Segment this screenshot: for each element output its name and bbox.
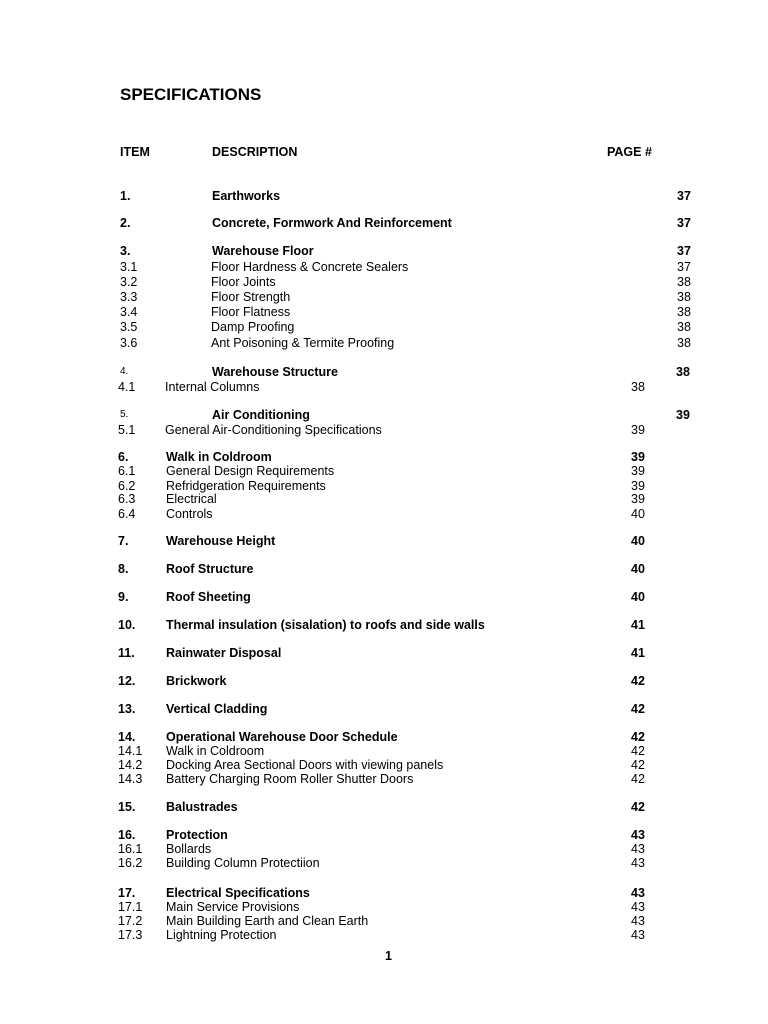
item-description: Electrical Specifications (166, 886, 310, 900)
item-description: Floor Joints (211, 275, 276, 289)
item-number: 4. (120, 366, 129, 377)
item-description: Floor Hardness & Concrete Sealers (211, 260, 409, 274)
item-number: 10. (118, 618, 136, 632)
item-page: 43 (631, 856, 645, 870)
item-number: 5. (120, 409, 129, 420)
item-description: Floor Flatness (211, 305, 291, 319)
item-description: Vertical Cladding (166, 702, 268, 716)
item-number: 6.4 (118, 507, 136, 521)
item-number: 15. (118, 800, 136, 814)
item-page: 38 (631, 380, 645, 394)
item-description: Lightning Protection (166, 928, 277, 942)
item-description: Roof Sheeting (166, 590, 251, 604)
item-page: 43 (631, 928, 645, 942)
item-description: Controls (166, 507, 213, 521)
item-description: Building Column Protectiion (166, 856, 320, 870)
item-number: 2. (120, 216, 131, 230)
item-number: 13. (118, 702, 136, 716)
item-page: 40 (631, 590, 645, 604)
item-number: 4.1 (118, 380, 136, 394)
item-page: 43 (631, 828, 645, 842)
item-number: 17.2 (118, 914, 143, 928)
item-page: 38 (677, 336, 691, 350)
item-number: 6.1 (118, 464, 136, 478)
item-page: 42 (631, 730, 645, 744)
item-number: 16.1 (118, 842, 143, 856)
item-page: 42 (631, 800, 645, 814)
item-description: Protection (166, 828, 228, 842)
item-description: General Design Requirements (166, 464, 335, 478)
item-number: 3.2 (120, 275, 138, 289)
item-page: 39 (676, 408, 690, 422)
item-number: 16.2 (118, 856, 143, 870)
item-number: 14. (118, 730, 136, 744)
item-number: 16. (118, 828, 136, 842)
item-page: 43 (631, 842, 645, 856)
item-description: Refridgeration Requirements (166, 479, 326, 493)
item-number: 6.2 (118, 479, 136, 493)
item-description: Operational Warehouse Door Schedule (166, 730, 398, 744)
item-description: Rainwater Disposal (166, 646, 282, 660)
item-number: 5.1 (118, 423, 136, 437)
item-page: 38 (677, 320, 691, 334)
item-description: Electrical (166, 492, 217, 506)
item-description: Thermal insulation (sisalation) to roofs and side walls (166, 618, 485, 632)
item-page: 37 (677, 189, 691, 203)
item-number: 3.1 (120, 260, 138, 274)
item-description: Damp Proofing (211, 320, 295, 334)
item-description: Warehouse Height (166, 534, 276, 548)
item-number: 11. (118, 646, 135, 660)
item-description: Brickwork (166, 674, 227, 688)
item-number: 6.3 (118, 492, 136, 506)
item-page: 39 (631, 479, 645, 493)
item-description: Main Service Provisions (166, 900, 300, 914)
item-number: 3.5 (120, 320, 138, 334)
item-page: 39 (631, 450, 645, 464)
item-description: Warehouse Structure (212, 365, 338, 379)
item-number: 6. (118, 450, 129, 464)
item-page: 38 (677, 305, 691, 319)
page-number: 1 (385, 949, 392, 963)
item-page: 43 (631, 900, 645, 914)
page-title: SPECIFICATIONS (120, 85, 262, 104)
item-description: Ant Poisoning & Termite Proofing (211, 336, 395, 350)
item-number: 3.6 (120, 336, 138, 350)
item-description: Bollards (166, 842, 212, 856)
item-page: 41 (631, 646, 645, 660)
item-description: Main Building Earth and Clean Earth (166, 914, 369, 928)
item-page: 42 (631, 702, 645, 716)
header-item: ITEM (120, 145, 150, 159)
item-page: 43 (631, 886, 645, 900)
item-number: 14.3 (118, 772, 143, 786)
item-page: 39 (631, 464, 645, 478)
item-page: 41 (631, 618, 645, 632)
item-page: 37 (677, 260, 691, 274)
item-description: Earthworks (212, 189, 281, 203)
item-description: Walk in Coldroom (166, 744, 265, 758)
item-page: 40 (631, 562, 645, 576)
item-number: 9. (118, 590, 129, 604)
item-page: 40 (631, 507, 645, 521)
item-number: 3.3 (120, 290, 138, 304)
item-page: 42 (631, 772, 645, 786)
item-description: Docking Area Sectional Doors with viewing panels (166, 758, 444, 772)
item-description: Warehouse Floor (212, 244, 314, 258)
item-description: Concrete, Formwork And Reinforcement (212, 216, 452, 230)
header-description: DESCRIPTION (212, 145, 298, 159)
item-page: 38 (677, 275, 691, 289)
item-number: 17. (118, 886, 136, 900)
item-description: Roof Structure (166, 562, 254, 576)
item-description: Walk in Coldroom (166, 450, 272, 464)
item-page: 39 (631, 492, 645, 506)
item-description: Air Conditioning (212, 408, 310, 422)
item-page: 38 (677, 290, 691, 304)
item-number: 17.1 (118, 900, 143, 914)
item-page: 38 (676, 365, 690, 379)
item-number: 7. (118, 534, 129, 548)
item-page: 37 (677, 244, 691, 258)
item-number: 3.4 (120, 305, 138, 319)
item-description: General Air-Conditioning Specifications (165, 423, 382, 437)
item-number: 8. (118, 562, 129, 576)
item-number: 17.3 (118, 928, 143, 942)
item-page: 42 (631, 744, 645, 758)
item-page: 42 (631, 758, 645, 772)
item-page: 39 (631, 423, 645, 437)
item-number: 12. (118, 674, 136, 688)
item-page: 37 (677, 216, 691, 230)
item-description: Battery Charging Room Roller Shutter Doors (166, 772, 414, 786)
item-number: 14.2 (118, 758, 143, 772)
item-page: 43 (631, 914, 645, 928)
item-page: 40 (631, 534, 645, 548)
item-page: 42 (631, 674, 645, 688)
item-description: Floor Strength (211, 290, 291, 304)
header-page: PAGE # (607, 145, 652, 159)
item-description: Balustrades (166, 800, 238, 814)
item-number: 1. (120, 189, 131, 203)
item-number: 3. (120, 244, 131, 258)
item-number: 14.1 (118, 744, 143, 758)
item-description: Internal Columns (165, 380, 260, 394)
